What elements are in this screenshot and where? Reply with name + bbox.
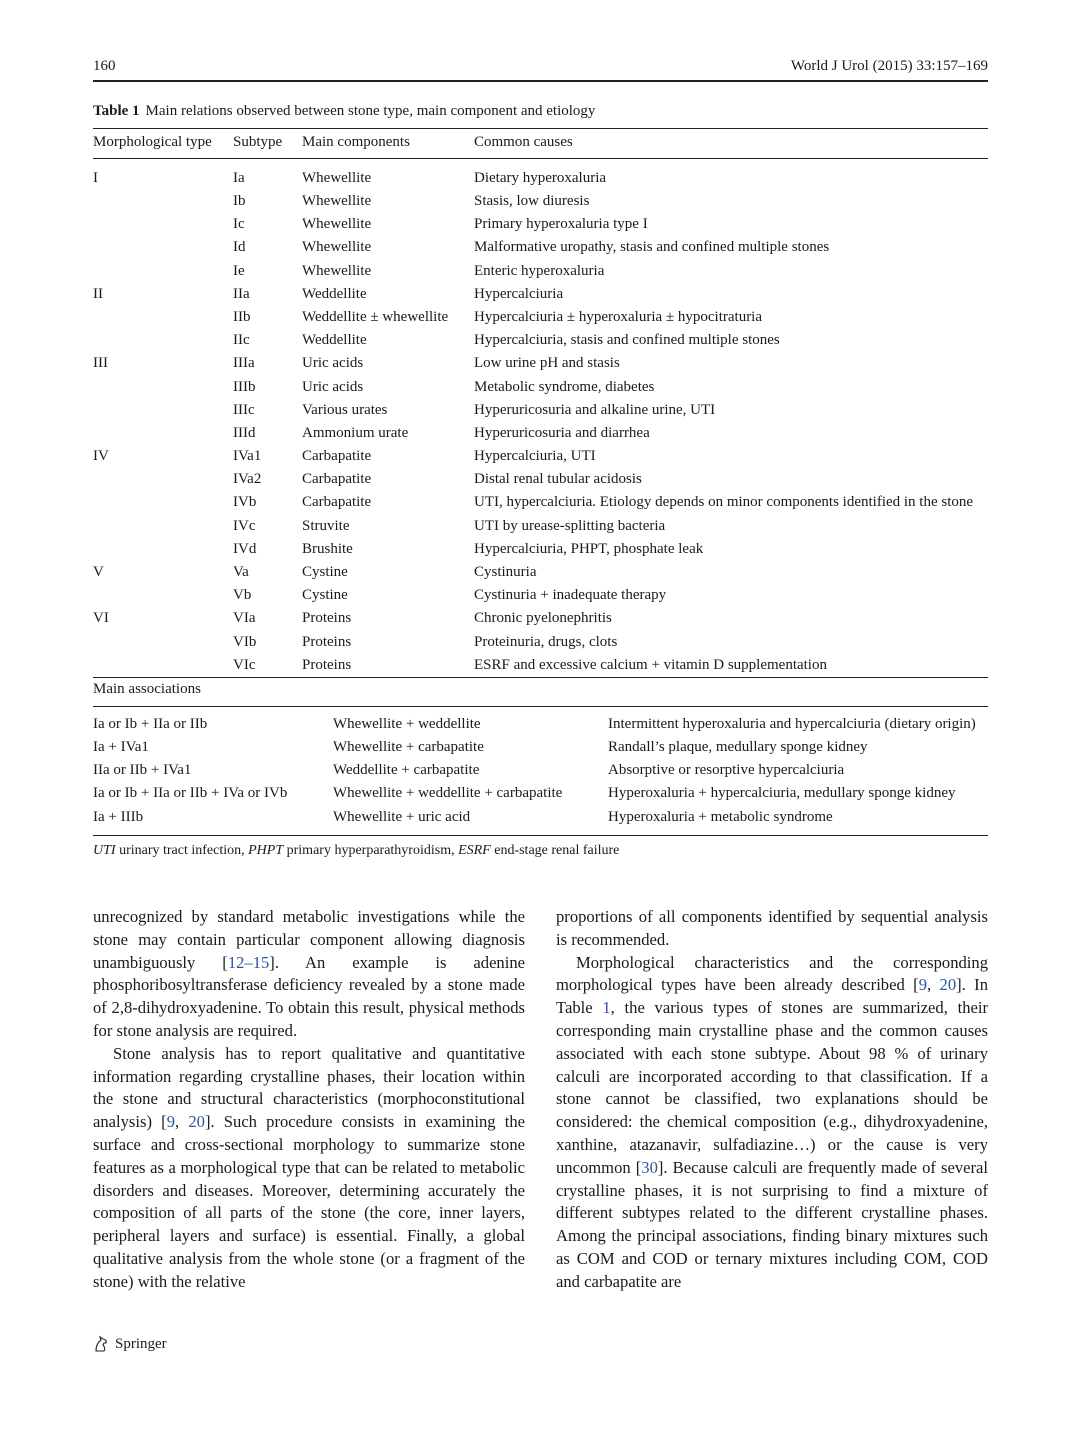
subtype-cell: IIIb — [233, 378, 256, 395]
subtype-cell: IVa1 — [233, 448, 262, 465]
abbreviation-definition: end-stage renal failure — [490, 843, 620, 858]
morphological-type-cell — [93, 213, 233, 236]
stone-type-table — [93, 128, 988, 677]
table-row — [93, 561, 988, 584]
common-causes-cell: Hypercalciuria, PHPT, phosphate leak — [474, 540, 704, 557]
main-components-cell: Weddellite — [302, 285, 367, 302]
common-causes-cell: Hypercalciuria, UTI — [474, 448, 596, 465]
main-components-cell: Carbapatite — [302, 471, 372, 488]
common-causes-cell: Enteric hyperoxaluria — [474, 262, 605, 279]
table-row — [93, 306, 988, 329]
main-components-cell: Whewellite — [302, 170, 372, 186]
association-row — [93, 707, 988, 736]
association-components-cell: Whewellite + uric acid — [333, 808, 471, 825]
journal-citation: World J Urol (2015) 33:157–169 — [790, 58, 988, 74]
common-causes-cell: Stasis, low diuresis — [474, 193, 590, 209]
publisher-name: Springer — [115, 1335, 167, 1352]
table-row — [93, 468, 988, 491]
subtype-cell: IIb — [233, 308, 251, 325]
common-causes-cell: UTI, hypercalciuria. Etiology depends on minor components identified in the stone — [474, 494, 974, 511]
common-causes-cell: Dietary hyperoxaluria — [474, 170, 607, 186]
morphological-type-cell — [93, 631, 233, 654]
subtype-cell: IIc — [233, 332, 250, 349]
body-text: , the various types of stones are summarized, their corresponding main crystalline phase and the common causes associated with each stone subtype. About 98 % of urinary calculi are incorporated according to that classification. If a stone cannot be classified, two explanations should be considered: the chemical composition (e.g., dihydroxyadenine, xanthine, atazanavir, sulfadiazine…) or the cause is very uncommon [ — [556, 998, 989, 1177]
main-components-cell: Whewellite — [302, 193, 372, 209]
morphological-type-cell — [93, 538, 233, 561]
association-causes-cell: Absorptive or resorptive hypercalciuria — [608, 762, 845, 779]
main-components-cell: Whewellite — [302, 216, 372, 233]
common-causes-cell: ESRF and excessive calcium + vitamin D supplementation — [474, 656, 827, 673]
common-causes-cell: Hypercalciuria ± hyperoxaluria ± hypocitraturia — [474, 308, 763, 325]
column-header: Main components — [302, 129, 474, 159]
reference-link[interactable]: 9 — [918, 975, 927, 995]
paragraph — [93, 1043, 525, 1294]
reference-link[interactable]: 1 — [602, 998, 611, 1018]
subtype-cell: IVa2 — [233, 471, 262, 488]
table-row — [93, 236, 988, 259]
association-components-cell: Whewellite + weddellite + carbapatite — [333, 785, 563, 802]
subtype-cell: IIId — [233, 424, 256, 441]
main-components-cell: Carbapatite — [302, 494, 372, 511]
association-subtypes-cell: IIa or IIb + IVa1 — [93, 762, 192, 779]
table-row — [93, 538, 988, 561]
subtype-cell: VIa — [233, 610, 256, 627]
main-components-cell: Cystine — [302, 564, 348, 580]
body-text: , — [926, 975, 940, 995]
subtype-cell: IIa — [233, 285, 250, 302]
main-components-cell: Ammonium urate — [302, 424, 409, 441]
association-components-cell: Whewellite + weddellite — [333, 715, 481, 732]
body-text: , — [175, 1112, 189, 1132]
association-subtypes-cell: Ia or Ib + IIa or IIb + IVa or IVb — [93, 785, 288, 802]
morphological-type-cell — [93, 329, 233, 352]
morphological-type-cell: I — [93, 170, 98, 186]
associations-table — [93, 707, 988, 836]
body-text: ]. In Table — [556, 975, 988, 1018]
body-text: ]. Because calculi are frequently made of several crystalline phases, it is not surprising to find a mixture of different subtypes related to the different crystalline phases. Among the principal associations, finding binary mixtures such as COM and COD or ternary mixtures including COM, COD and carbapatite are — [556, 1157, 988, 1291]
table-row — [93, 515, 988, 538]
body-text: ]. An example is adenine phosphoribosyltransferase deficiency revealed by a stone made of 2,8-dihydroxyadenine. To obtain this result, physical methods for stone analysis are required. — [93, 952, 525, 1040]
morphological-type-cell — [93, 468, 233, 491]
association-row — [93, 736, 988, 759]
common-causes-cell: Primary hyperoxaluria type I — [474, 216, 648, 233]
abbreviation: PHPT — [248, 843, 284, 858]
table-row — [93, 260, 988, 283]
morphological-type-cell: V — [93, 564, 104, 580]
subtype-cell: IIIa — [233, 355, 255, 372]
table-row — [93, 213, 988, 236]
subtype-cell: VIb — [233, 633, 257, 650]
morphological-type-cell — [93, 190, 233, 213]
association-causes-cell: Randall’s plaque, medullary sponge kidney — [608, 738, 868, 755]
association-components-cell: Whewellite + carbapatite — [333, 738, 484, 755]
table-row — [93, 445, 988, 468]
page-header — [93, 56, 988, 82]
table-row — [93, 491, 988, 514]
reference-link[interactable]: 9 — [166, 1112, 175, 1132]
table-row — [93, 376, 988, 399]
table-row — [93, 607, 988, 630]
association-subtypes-cell: Ia + IVa1 — [93, 738, 149, 755]
body-text: Morphological characteristics and the corresponding morphological types have been already described [ — [556, 952, 988, 995]
common-causes-cell: UTI by urease-splitting bacteria — [474, 517, 666, 534]
association-components-cell: Weddellite + carbapatite — [333, 762, 480, 779]
morphological-type-cell — [93, 515, 233, 538]
table-1 — [93, 128, 988, 836]
subtype-cell: Vb — [233, 587, 252, 604]
body-text: ]. Such procedure consists in examining the surface and cross-sectional morphology to summarize stone features as a morphological type that can be related to metabolic disorders and diseases. Moreover, determining accurately the composition of all parts of the stone (the core, inner layers, peripheral layers and surface) is essential. Finally, a global qualitative analysis from the whole stone (or a fragment of the stone) with the relative — [93, 1112, 526, 1291]
morphological-type-cell — [93, 491, 233, 514]
right-column — [556, 906, 988, 1294]
association-causes-cell: Intermittent hyperoxaluria and hypercalciuria (dietary origin) — [608, 715, 976, 732]
subtype-cell: IVb — [233, 494, 257, 511]
left-column — [93, 906, 525, 1294]
table-caption — [93, 103, 595, 120]
body-text: proportions of all components identified by sequential analysis is recommended. — [556, 907, 988, 949]
paragraph — [556, 952, 988, 1294]
table-row — [93, 190, 988, 213]
table-label: Table 1 — [93, 103, 140, 119]
morphological-type-cell: II — [93, 285, 103, 302]
main-components-cell: Brushite — [302, 540, 353, 557]
main-components-cell: Various urates — [302, 401, 388, 418]
reference-link[interactable]: 20 — [188, 1112, 205, 1132]
springer-horse-icon — [93, 1335, 109, 1353]
subtype-cell: Ic — [233, 216, 245, 233]
morphological-type-cell: IV — [93, 448, 109, 465]
table-title: Main relations observed between stone type, main component and etiology — [145, 103, 596, 119]
association-row — [93, 782, 988, 805]
morphological-type-cell — [93, 236, 233, 259]
subtype-cell: IVd — [233, 540, 257, 557]
table-row — [93, 352, 988, 375]
common-causes-cell: Hypercalciuria, stasis and confined multiple stones — [474, 332, 780, 349]
subtype-cell: IVc — [233, 517, 256, 534]
common-causes-cell: Hyperuricosuria and alkaline urine, UTI — [474, 401, 716, 418]
common-causes-cell: Cystinuria + inadequate therapy — [474, 587, 667, 604]
subtype-cell: Ie — [233, 262, 245, 279]
page-footer — [93, 1335, 167, 1353]
morphological-type-cell — [93, 584, 233, 607]
table-row — [93, 631, 988, 654]
table-row — [93, 283, 988, 306]
paragraph — [556, 906, 988, 952]
association-subtypes-cell: Ia + IIIb — [93, 808, 144, 825]
association-causes-cell: Hyperoxaluria + metabolic syndrome — [608, 808, 833, 825]
main-components-cell: Weddellite — [302, 332, 367, 349]
table-row — [93, 399, 988, 422]
subtype-cell: IIIc — [233, 401, 255, 418]
main-components-cell: Weddellite ± whewellite — [302, 308, 449, 325]
reference-link[interactable]: 30 — [641, 1157, 658, 1177]
subtype-cell: Ib — [233, 193, 246, 209]
morphological-type-cell — [93, 306, 233, 329]
main-components-cell: Carbapatite — [302, 448, 372, 465]
column-header: Morphological type — [93, 129, 233, 159]
main-components-cell: Uric acids — [302, 355, 364, 372]
morphological-type-cell — [93, 376, 233, 399]
main-components-cell: Proteins — [302, 633, 352, 650]
common-causes-cell: Hyperuricosuria and diarrhea — [474, 424, 650, 441]
common-causes-cell: Hypercalciuria — [474, 285, 564, 302]
common-causes-cell: Metabolic syndrome, diabetes — [474, 378, 655, 395]
abbreviation: UTI — [93, 843, 116, 858]
common-causes-cell: Distal renal tubular acidosis — [474, 471, 642, 488]
table-row — [93, 584, 988, 607]
column-header: Subtype — [233, 129, 302, 159]
main-components-cell: Cystine — [302, 587, 348, 604]
main-components-cell: Whewellite — [302, 262, 372, 279]
subtype-cell: VIc — [233, 656, 256, 673]
abbreviation-definition: primary hyperparathyroidism, — [283, 843, 459, 858]
morphological-type-cell: III — [93, 355, 108, 372]
morphological-type-cell: VI — [93, 610, 109, 627]
associations-title: Main associations — [93, 677, 988, 707]
morphological-type-cell — [93, 260, 233, 283]
common-causes-cell: Low urine pH and stasis — [474, 355, 620, 372]
morphological-type-cell — [93, 654, 233, 677]
main-components-cell: Struvite — [302, 517, 350, 534]
body-text: unrecognized by standard metabolic investigations while the stone may contain particular component allowing diagnosis unambiguously [ — [93, 907, 525, 972]
common-causes-cell: Chronic pyelonephritis — [474, 610, 612, 627]
table-header-row — [93, 129, 988, 159]
common-causes-cell: Cystinuria — [474, 564, 537, 580]
association-subtypes-cell: Ia or Ib + IIa or IIb — [93, 715, 208, 732]
table-row — [93, 654, 988, 677]
morphological-type-cell — [93, 422, 233, 445]
table-row — [93, 159, 988, 191]
reference-link[interactable]: 12–15 — [227, 952, 270, 972]
association-row — [93, 759, 988, 782]
reference-link[interactable]: 20 — [939, 975, 957, 995]
subtype-cell: Id — [233, 239, 246, 256]
abbreviation-definition: urinary tract infection, — [115, 843, 249, 858]
common-causes-cell: Proteinuria, drugs, clots — [474, 633, 618, 650]
main-components-cell: Whewellite — [302, 239, 372, 256]
abbreviation: ESRF — [458, 843, 491, 858]
body-text: Stone analysis has to report qualitative and quantitative information regarding crystalline phases, their location within the stone and structural characteristics (morphoconstitutional analysis) [ — [93, 1043, 525, 1132]
subtype-cell: Ia — [233, 170, 245, 186]
table-row — [93, 329, 988, 352]
table-row — [93, 422, 988, 445]
page-number: 160 — [93, 58, 116, 74]
main-components-cell: Proteins — [302, 656, 352, 673]
table-footnote — [93, 843, 619, 859]
common-causes-cell: Malformative uropathy, stasis and confined multiple stones — [474, 239, 830, 256]
association-row — [93, 806, 988, 836]
paragraph — [93, 906, 525, 1043]
main-components-cell: Uric acids — [302, 378, 364, 395]
morphological-type-cell — [93, 399, 233, 422]
main-components-cell: Proteins — [302, 610, 352, 627]
column-header: Common causes — [474, 129, 988, 159]
association-causes-cell: Hyperoxaluria + hypercalciuria, medullary sponge kidney — [608, 785, 956, 802]
subtype-cell: Va — [233, 564, 249, 580]
